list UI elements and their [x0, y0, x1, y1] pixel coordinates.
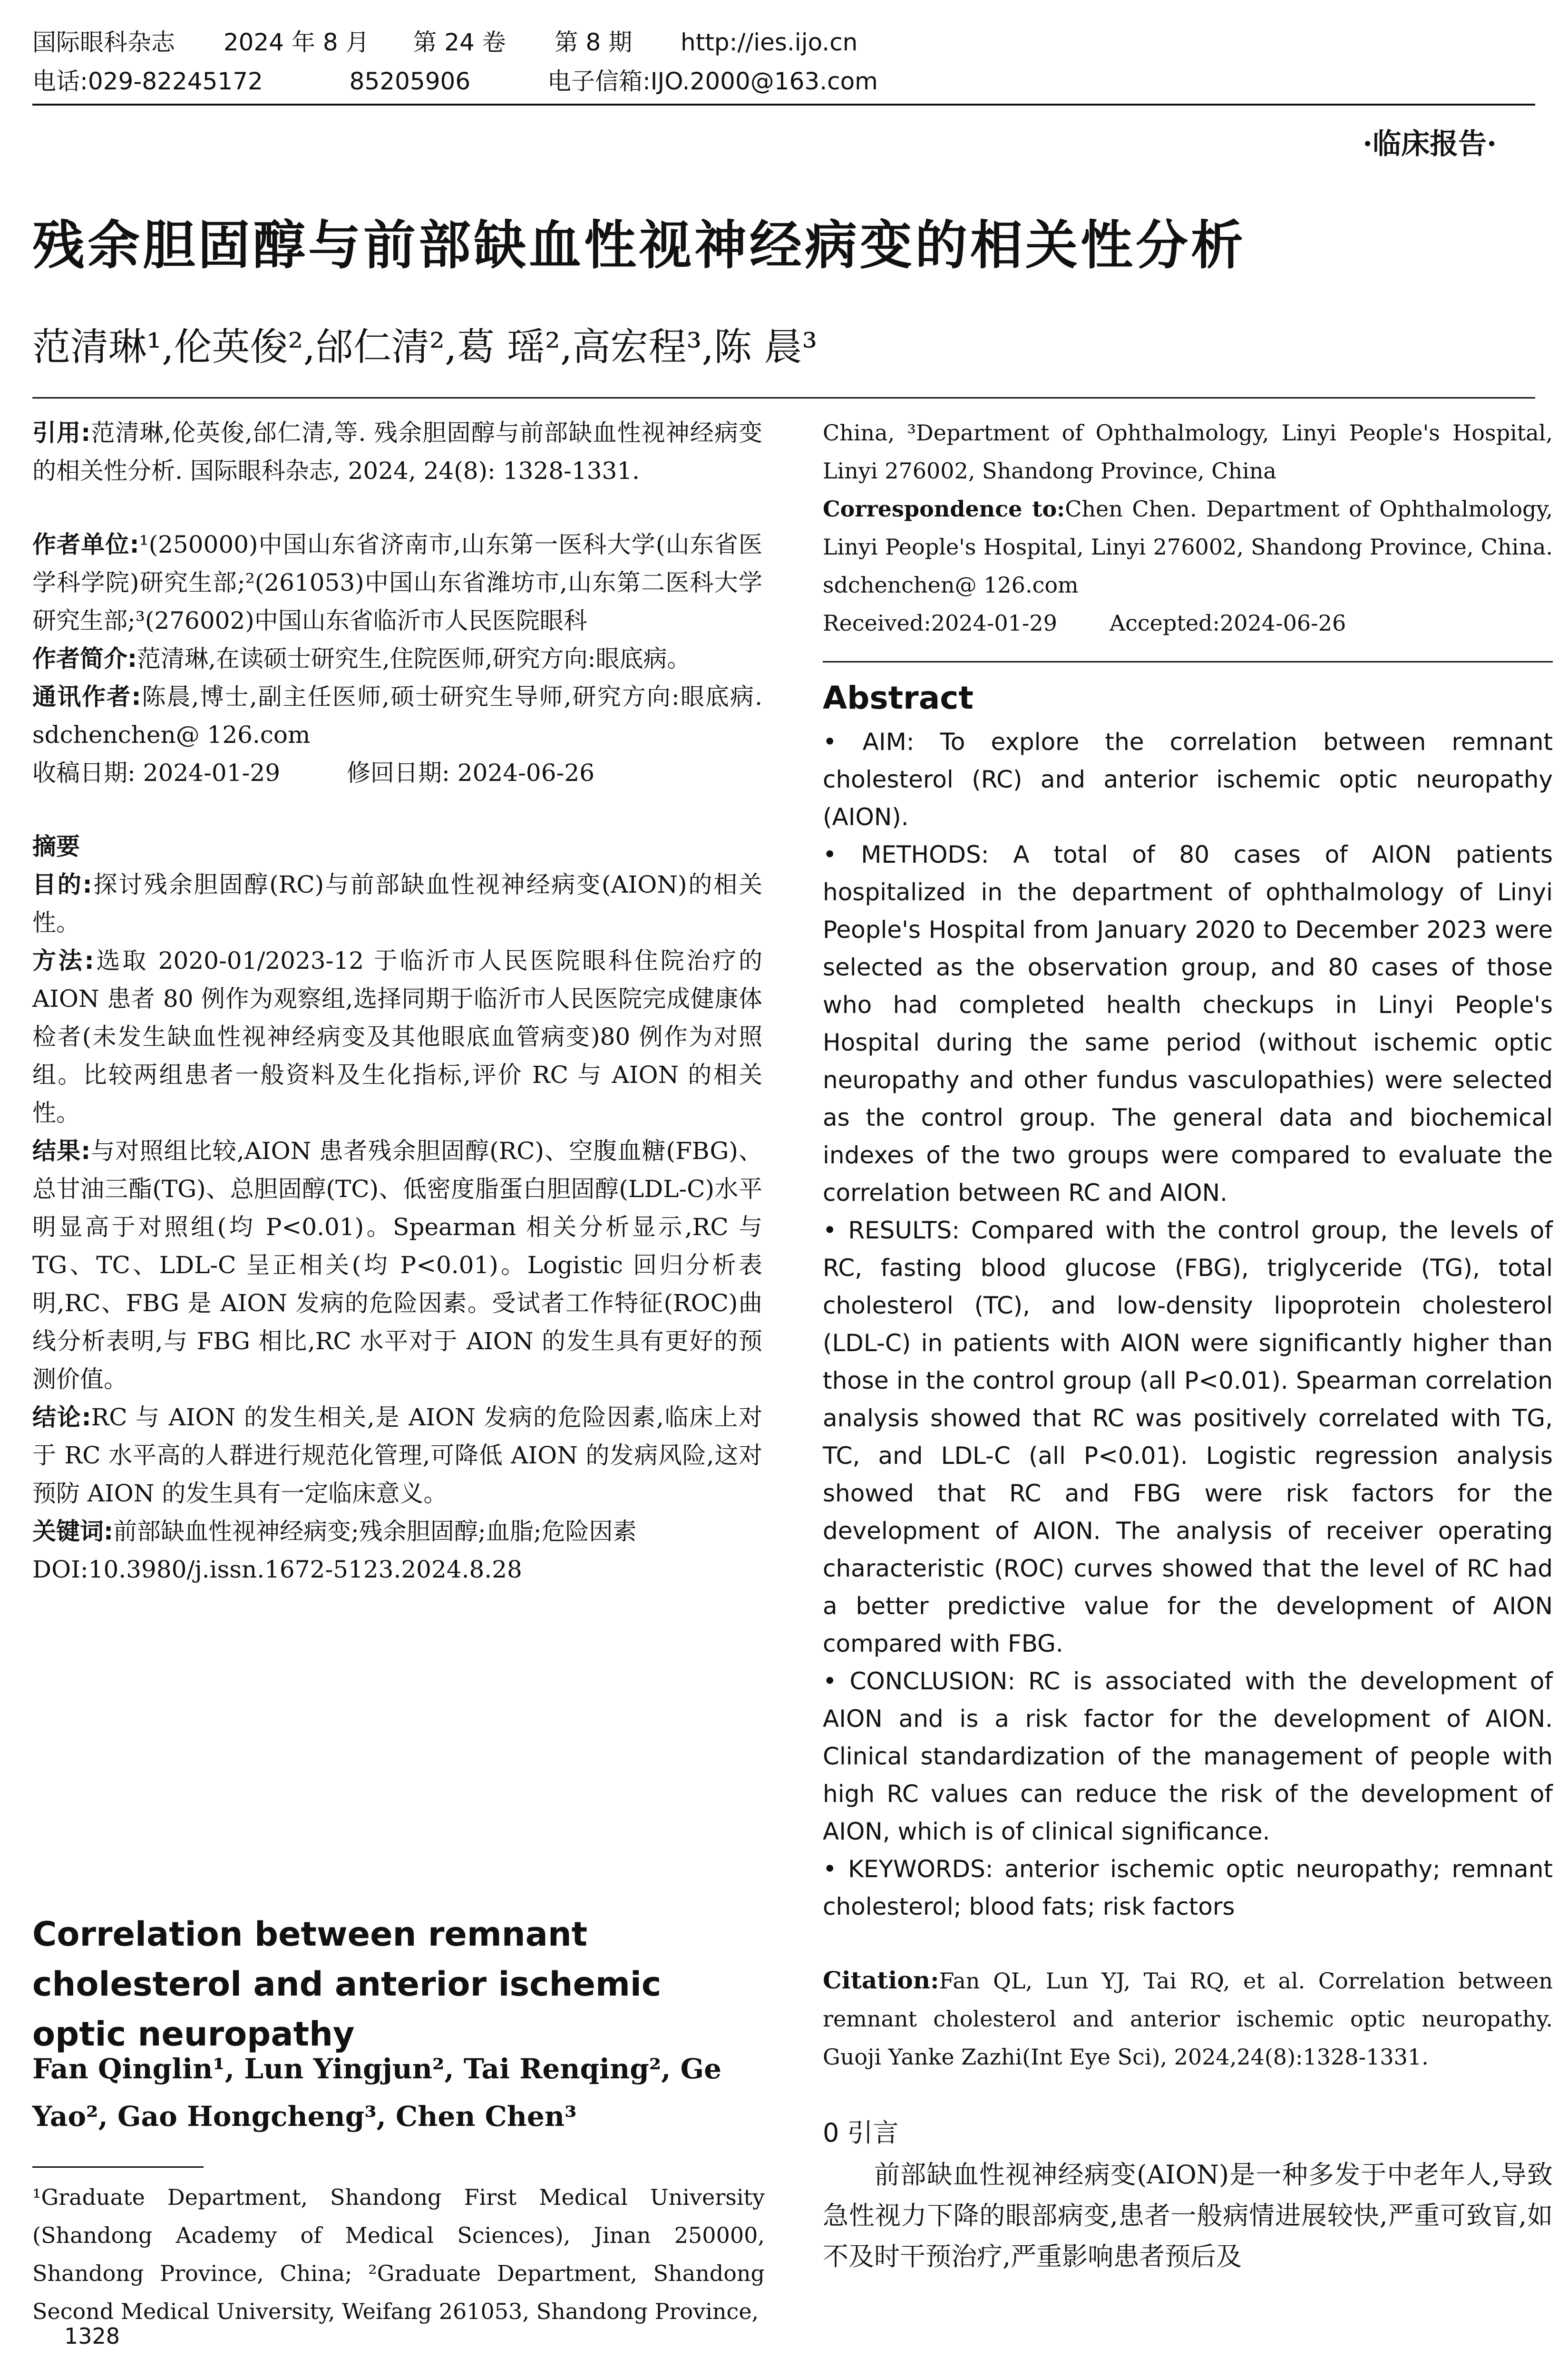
results-en: • RESULTS: Compared with the control group, the levels of RC, fasting blood glucose (FBG), triglyceride (TG), total cholesterol (TC), and low-density lipoprotein cholesterol (LDL-C) in patients with AION were significantly higher than those in the control group (all P<0.01). Spearman correlation analysis showed that RC was positively correlated with TG, TC, and LDL-C (all P<0.01). Logistic regression analysis showed that RC and FBG were risk factors for the development of AION. The analysis of receiver operating characteristic (ROC) curves showed that the level of RC had a better predictive value for the development of AION compared with FBG. [823, 1217, 1553, 1657]
header-rule [32, 104, 1535, 106]
dates-zh: 收稿日期: 2024-01-29 修回日期: 2024-06-26 [32, 759, 595, 787]
abstract-en-heading: Abstract [823, 680, 974, 716]
header-line-2 [32, 62, 1535, 101]
methods-zh: 方法:选取 2020-01/2023-12 于临沂市人民医院眼科住院治疗的 AION 患者 80 例作为观察组,选择同期于临沂市人民医院完成健康体检者(未发生缺血性视神经病变及其他眼底血管病变)80 例作为对照组。比较两组患者一般资料及生化指标,评价 RC 与 AION 的相关性。 [32, 947, 762, 1127]
issue-date: 2024 年 8 月 [223, 29, 370, 56]
introduction-heading: 0 引言 [823, 2118, 899, 2148]
bio-zh: 作者简介:范清琳,在读硕士研究生,住院医师,研究方向:眼底病。 [32, 645, 691, 672]
right-column [823, 414, 1553, 2277]
journal-url[interactable]: http://ies.ijo.cn [681, 29, 858, 56]
citation-en: Citation:Fan QL, Lun YJ, Tai RQ, et al. Correlation between remnant cholesterol and anterior ischemic optic neuropathy. Guoji Yanke Zazhi(Int Eye Sci), 2024,24(8):1328-1331. [823, 1966, 1553, 2070]
methods-en: • METHODS: A total of 80 cases of AION patients hospitalized in the department of ophthalmology of Linyi People's Hospital from January 2020 to December 2023 were selected as the observation group, and 80 cases of those who had completed health checkups in Linyi People's Hospital during the same period (without ischemic optic neuropathy and other fundus vasculopathies) were selected as the control group. The general data and biochemical indexes of the two groups were compared to evaluate the correlation between RC and AION. [823, 841, 1553, 1207]
english-affiliation: ¹Graduate Department, Shandong First Medical University (Shandong Academy of Medical Sciences), Jinan 250000, Shandong Province, China; ²Graduate Department, Shandong Second Medical University, Weifang 261053, Shandong Province, [32, 2184, 765, 2324]
english-authors: Fan Qinglin¹, Lun Yingjun², Tai Renqing², Ge Yao², Gao Hongcheng³, Chen Chen³ [32, 2053, 722, 2133]
aim-zh: 目的:探讨残余胆固醇(RC)与前部缺血性视神经病变(AION)的相关性。 [32, 871, 763, 936]
abstract-rule [823, 661, 1553, 662]
correspondence-en: Correspondence to:Chen Chen. Department of Ophthalmology, Linyi People's Hospital, Linyi 276002, Shandong Province, China. sdchenchen@ 126.com [823, 496, 1553, 598]
left-column [32, 414, 762, 1588]
conclusion-zh: 结论:RC 与 AION 的发生相关,是 AION 发病的危险因素,临床上对于 RC 水平高的人群进行规范化管理,可降低 AION 的发病风险,这对预防 AION 的发生具有一定临床意义。 [32, 1403, 763, 1507]
authors-zh: 范清琳¹,伦英俊²,邰仁清²,葛 瑶²,高宏程³,陈 晨³ [32, 325, 818, 369]
phone-2: 85205906 [349, 68, 471, 95]
abstract-zh-heading: 摘要 [32, 833, 80, 860]
volume: 第 24 卷 [413, 29, 506, 56]
keywords-zh: 关键词:前部缺血性视神经病变;残余胆固醇;血脂;危险因素 [32, 1518, 637, 1545]
english-title: Correlation between remnant cholesterol and anterior ischemic optic neuropathy [32, 1915, 662, 2054]
page-title: 残余胆固醇与前部缺血性视神经病变的相关性分析 [32, 215, 1246, 276]
page-number: 1328 [64, 2323, 120, 2349]
keywords-en: • KEYWORDS: anterior ischemic optic neuropathy; remnant cholesterol; blood fats; risk factors [823, 1855, 1553, 1920]
journal-header [32, 23, 1535, 101]
journal-email: 电子信箱:IJO.2000@163.com [547, 68, 878, 95]
introduction-text: 前部缺血性视神经病变(AION)是一种多发于中老年人,导致急性视力下降的眼部病变,患者一般病情进展较快,严重可致盲,如不及时干预治疗,严重影响患者预后及 [823, 2160, 1553, 2271]
conclusion-en: • CONCLUSION: RC is associated with the development of AION and is a risk factor for the development of AION. Clinical standardization of the management of people with high RC values can reduce the risk of the development of AION, which is of clinical significance. [823, 1667, 1553, 1845]
doi[interactable]: DOI:10.3980/j.issn.1672-5123.2024.8.28 [32, 1556, 522, 1583]
section-tag: ·临床报告· [1363, 127, 1497, 161]
phone: 电话:029-82245172 [32, 68, 263, 95]
issue: 第 8 期 [554, 29, 633, 56]
corresponding-zh: 通讯作者:陈晨,博士,副主任医师,硕士研究生导师,研究方向:眼底病. sdchenchen@ 126.com [32, 683, 763, 749]
affiliation-rule [32, 2166, 204, 2168]
results-zh: 结果:与对照组比较,AION 患者残余胆固醇(RC)、空腹血糖(FBG)、总甘油三酯(TG)、总胆固醇(TC)、低密度脂蛋白胆固醇(LDL-C)水平明显高于对照组(均 P<0.01)。Spearman 相关分析显示,RC 与 TG、TC、LDL-C 呈正相关(均 P<0.01)。Logistic 回归分析表明,RC、FBG 是 AION 发病的危险因素。受试者工作特征(ROC)曲线分析表明,与 FBG 相比,RC 水平对于 AION 的发生具有更好的预测价值。 [32, 1137, 763, 1393]
affiliation-continued: China, ³Department of Ophthalmology, Linyi People's Hospital, Linyi 276002, Shandong Province, China [823, 420, 1553, 484]
journal-name: 国际眼科杂志 [32, 29, 175, 56]
dates-en: Received:2024-01-29 Accepted:2024-06-26 [823, 610, 1346, 636]
citation-zh: 引用:范清琳,伦英俊,邰仁清,等. 残余胆固醇与前部缺血性视神经病变的相关性分析. 国际眼科杂志, 2024, 24(8): 1328-1331. [32, 419, 762, 485]
title-rule [32, 397, 1535, 399]
header-line-1 [32, 23, 1535, 62]
aim-en: • AIM: To explore the correlation between remnant cholesterol (RC) and anterior ischemic optic neuropathy (AION). [823, 728, 1553, 831]
affiliation-zh: 作者单位:¹(250000)中国山东省济南市,山东第一医科大学(山东省医学科学院)研究生部;²(261053)中国山东省潍坊市,山东第二医科大学研究生部;³(276002)中国山东省临沂市人民医院眼科 [32, 531, 762, 634]
